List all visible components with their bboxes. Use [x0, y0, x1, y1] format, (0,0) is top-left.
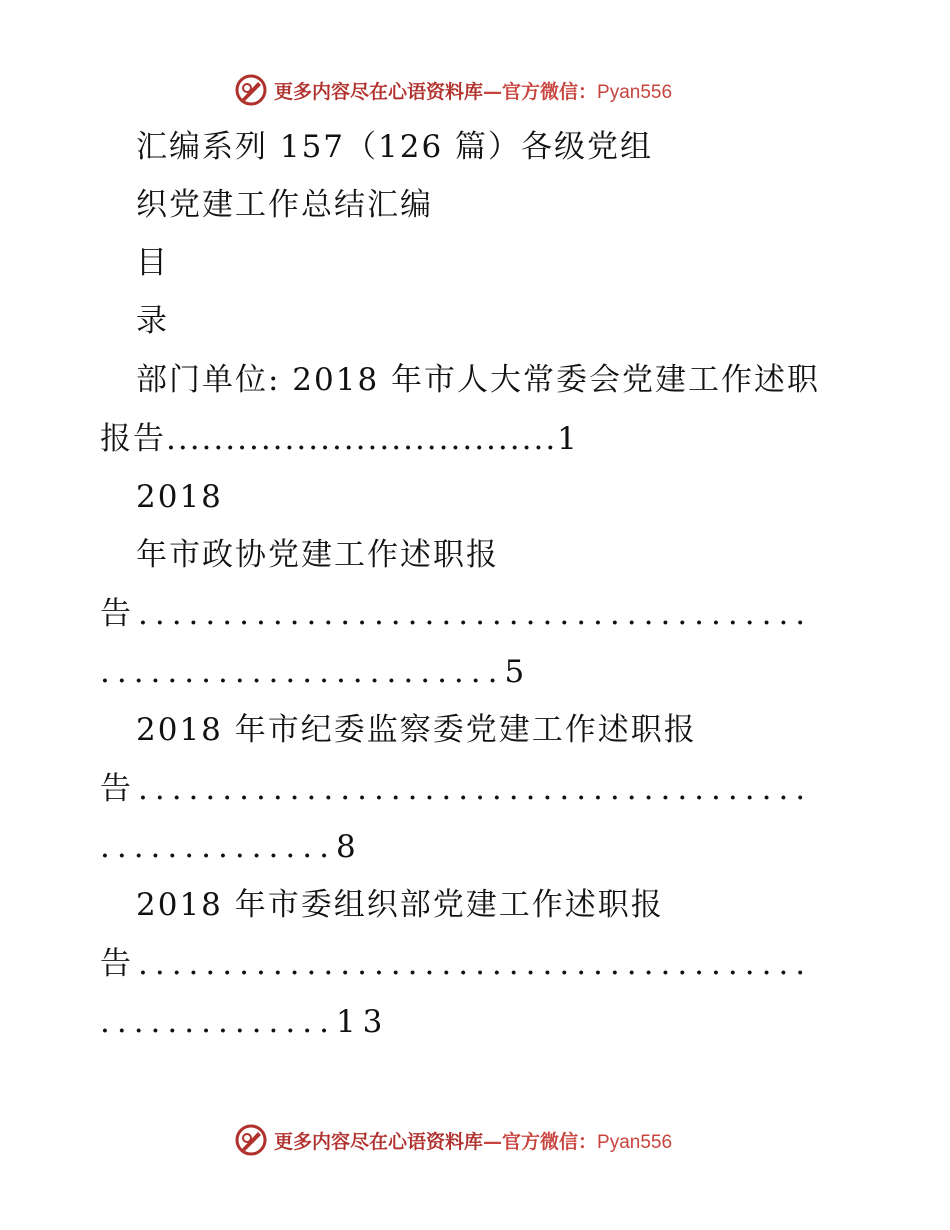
- toc-heading-2: 录: [136, 303, 169, 339]
- banner-text: 更多内容尽在心语资料库—官方微信：Pyan556: [274, 80, 673, 103]
- toc-entry-4-line-1: 2018 年市委组织部党建工作述职报: [136, 887, 664, 923]
- toc-entry-3-line-1: 2018 年市纪委监察委党建工作述职报: [136, 712, 697, 748]
- toc-entry-4-line-2: 告........................................: [100, 946, 813, 982]
- toc-entry-2-line-1: 2018: [136, 479, 223, 515]
- toc-heading-1: 目: [136, 245, 169, 281]
- footer-banner: [234, 1122, 672, 1158]
- toc-entry-1-line-1: 部门单位: 2018 年市人大常委会党建工作述职: [136, 362, 821, 398]
- pen-logo-icon: [234, 1123, 268, 1157]
- toc-entry-4-line-3: ..............13: [100, 1004, 390, 1040]
- toc-entry-2-line-4: ........................5: [100, 654, 532, 690]
- title-line-2: 织党建工作总结汇编: [136, 187, 433, 223]
- banner-text: 更多内容尽在心语资料库—官方微信：Pyan556: [274, 1130, 673, 1153]
- toc-entry-1-line-2: 报告.................................1: [100, 421, 579, 457]
- toc-entry-2-line-2: 年市政协党建工作述职报: [136, 537, 499, 573]
- toc-entry-3-line-3: ..............8: [100, 829, 363, 865]
- toc-entry-3-line-2: 告........................................: [100, 771, 813, 807]
- pen-logo-icon: [234, 73, 268, 107]
- title-line-1: 汇编系列 157（126 篇）各级党组: [136, 129, 654, 165]
- toc-entry-2-line-3: 告........................................: [100, 596, 813, 632]
- header-banner: [234, 72, 672, 108]
